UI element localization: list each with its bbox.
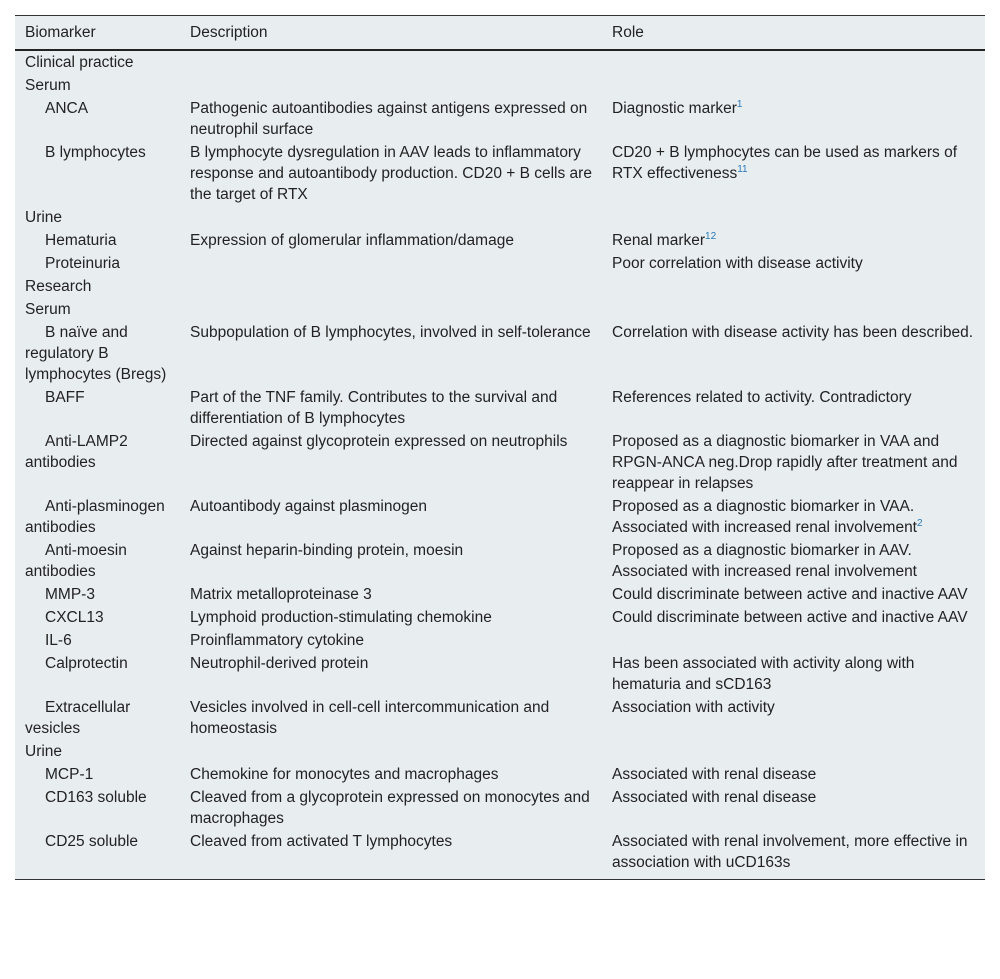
reference-link[interactable]: 1	[736, 99, 743, 110]
table-row	[15, 696, 985, 740]
header-role: Role	[602, 16, 985, 51]
role-text: Diagnostic marker	[612, 100, 737, 117]
table-row	[15, 97, 985, 141]
biomarker-name: Anti-LAMP2 antibodies	[25, 433, 128, 471]
cell-biomarker	[15, 252, 180, 275]
section-row	[15, 50, 985, 74]
biomarker-name: MMP-3	[45, 586, 95, 603]
cell-biomarker	[15, 696, 180, 740]
cell-biomarker	[15, 830, 180, 880]
section-row	[15, 206, 985, 229]
role-text: Could discriminate between active and inactive AAV	[612, 609, 968, 626]
cell-role	[602, 696, 985, 740]
section-row	[15, 74, 985, 97]
table-row	[15, 652, 985, 696]
role-text: Renal marker	[612, 232, 706, 249]
cell-description: Autoantibody against plasminogen	[190, 498, 427, 515]
cell-role	[602, 830, 985, 880]
table-row	[15, 430, 985, 495]
section-label: Research	[25, 278, 92, 295]
cell-biomarker	[15, 141, 180, 206]
biomarker-name: Anti-plasminogen antibodies	[25, 498, 165, 536]
cell-biomarker	[15, 539, 180, 583]
table-row	[15, 386, 985, 430]
section-label: Urine	[25, 209, 63, 226]
role-text: Proposed as a diagnostic biomarker in AAV. Associated with increased renal involvement	[612, 542, 917, 580]
cell-role	[602, 430, 985, 495]
cell-role	[602, 252, 985, 275]
cell-role	[602, 606, 985, 629]
cell-role	[602, 652, 985, 696]
cell-role	[602, 786, 985, 830]
header-biomarker: Biomarker	[15, 16, 180, 51]
cell-role	[602, 386, 985, 430]
biomarker-name: B lymphocytes	[45, 144, 146, 161]
cell-description: Against heparin-binding protein, moesin	[190, 542, 464, 559]
role-text: Poor correlation with disease activity	[612, 255, 863, 272]
cell-role	[602, 763, 985, 786]
biomarker-name: IL-6	[45, 632, 72, 649]
role-text: Could discriminate between active and inactive AAV	[612, 586, 968, 603]
cell-role	[602, 539, 985, 583]
biomarker-name: CXCL13	[45, 609, 104, 626]
table-row	[15, 629, 985, 652]
cell-description: Neutrophil-derived protein	[190, 655, 369, 672]
cell-description: Chemokine for monocytes and macrophages	[190, 766, 499, 783]
cell-biomarker	[15, 786, 180, 830]
table-row	[15, 830, 985, 880]
table-row	[15, 321, 985, 386]
cell-description	[180, 252, 602, 275]
biomarker-name: Proteinuria	[45, 255, 120, 272]
cell-biomarker	[15, 652, 180, 696]
table-row	[15, 141, 985, 206]
table-row	[15, 539, 985, 583]
cell-role	[602, 583, 985, 606]
role-text: Associated with renal disease	[612, 789, 817, 806]
cell-description: Lymphoid production-stimulating chemokine	[190, 609, 492, 626]
section-row	[15, 298, 985, 321]
reference-link[interactable]: 2	[917, 518, 923, 529]
section-label: Serum	[25, 301, 71, 318]
cell-role	[602, 141, 985, 206]
section-row	[15, 275, 985, 298]
section-label: Serum	[25, 77, 71, 94]
cell-description: Cleaved from a glycoprotein expressed on monocytes and macrophages	[190, 789, 590, 827]
cell-biomarker	[15, 386, 180, 430]
biomarker-name: CD25 soluble	[45, 833, 139, 850]
role-text: References related to activity. Contradictory	[612, 389, 912, 406]
biomarker-name: Hematuria	[45, 232, 117, 249]
cell-role	[602, 495, 985, 539]
table-row	[15, 786, 985, 830]
cell-role	[602, 629, 985, 652]
cell-description: B lymphocyte dysregulation in AAV leads to inflammatory response and autoantibody production. CD20 + B cells are the target of RTX	[190, 144, 592, 203]
cell-description: Proinflammatory cytokine	[190, 632, 365, 649]
cell-biomarker	[15, 606, 180, 629]
section-label: Urine	[25, 743, 63, 760]
biomarker-name: Extracellular vesicles	[25, 699, 131, 737]
cell-biomarker	[15, 97, 180, 141]
biomarker-name: Anti-moesin antibodies	[25, 542, 127, 580]
reference-link[interactable]: 12	[705, 231, 717, 242]
table-row	[15, 583, 985, 606]
biomarker-name: B naïve and regulatory B lymphocytes (Bregs)	[25, 324, 167, 383]
biomarker-table-container	[15, 15, 985, 880]
role-text: Has been associated with activity along with hematuria and sCD163	[612, 655, 915, 693]
biomarker-name: BAFF	[45, 389, 85, 406]
section-label: Clinical practice	[25, 54, 134, 71]
cell-biomarker	[15, 495, 180, 539]
cell-biomarker	[15, 629, 180, 652]
biomarker-table	[15, 15, 985, 880]
cell-description: Subpopulation of B lymphocytes, involved in self-tolerance	[190, 324, 591, 341]
biomarker-name: CD163 soluble	[45, 789, 147, 806]
biomarker-name: Calprotectin	[45, 655, 128, 672]
section-row	[15, 740, 985, 763]
cell-description: Expression of glomerular inflammation/damage	[190, 232, 514, 249]
role-text: Proposed as a diagnostic biomarker in VAA. Associated with increased renal involvement	[612, 498, 917, 536]
reference-link[interactable]: 11	[737, 164, 748, 175]
cell-biomarker	[15, 763, 180, 786]
table-row	[15, 229, 985, 252]
table-header-row	[15, 16, 985, 51]
cell-role	[602, 97, 985, 141]
role-text: Associated with renal involvement, more effective in association with uCD163s	[612, 833, 968, 871]
cell-biomarker	[15, 583, 180, 606]
biomarker-name: MCP-1	[45, 766, 94, 783]
cell-description: Vesicles involved in cell-cell intercommunication and homeostasis	[190, 699, 550, 737]
cell-description: Part of the TNF family. Contributes to the survival and differentiation of B lymphocytes	[190, 389, 558, 427]
cell-description: Cleaved from activated T lymphocytes	[180, 830, 602, 880]
cell-role	[602, 321, 985, 386]
table-row	[15, 763, 985, 786]
role-text: Proposed as a diagnostic biomarker in VAA and RPGN-ANCA neg.Drop rapidly after treatment and reappear in relapses	[612, 433, 958, 492]
cell-biomarker	[15, 229, 180, 252]
role-text: Associated with renal disease	[612, 766, 817, 783]
cell-description: Matrix metalloproteinase 3	[190, 586, 372, 603]
cell-biomarker	[15, 430, 180, 495]
role-text: Correlation with disease activity has been described.	[612, 324, 973, 341]
table-body	[15, 50, 985, 880]
cell-description: Pathogenic autoantibodies against antigens expressed on neutrophil surface	[190, 100, 588, 138]
cell-description: Directed against glycoprotein expressed on neutrophils	[190, 433, 568, 450]
cell-role	[602, 229, 985, 252]
biomarker-name: ANCA	[45, 100, 89, 117]
role-text: CD20 + B lymphocytes can be used as markers of RTX effectiveness	[612, 144, 958, 182]
cell-biomarker	[15, 321, 180, 386]
table-row	[15, 495, 985, 539]
table-row	[15, 606, 985, 629]
table-row	[15, 252, 985, 275]
role-text: Association with activity	[612, 699, 775, 716]
header-description: Description	[180, 16, 602, 51]
